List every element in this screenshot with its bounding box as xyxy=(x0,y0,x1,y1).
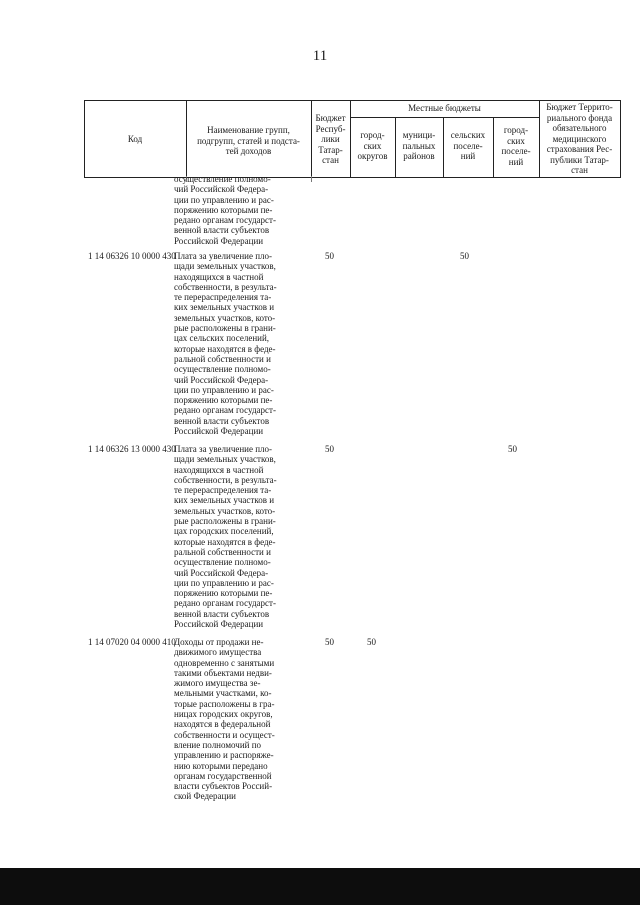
header-budget-rt: Бюджет Респуб- лики Татар- стан xyxy=(315,113,346,165)
row-value-rt: 50 xyxy=(325,251,334,261)
row-value-urban: 50 xyxy=(508,444,517,454)
local-budgets-divider xyxy=(350,117,539,118)
scan-edge-bar xyxy=(0,868,640,905)
column-rule xyxy=(311,176,312,182)
header-rural-settlements: сельских поселе- ний xyxy=(450,130,486,161)
row-code: 1 14 06326 10 0000 430 xyxy=(88,251,176,261)
header-divider xyxy=(620,101,621,177)
header-urban-settlements: город- ских поселе- ний xyxy=(501,125,531,167)
header-tfoms: Бюджет Террито- риального фонда обязательного медицинского страхования Рес- публики Татар- стан xyxy=(546,102,613,175)
table-header xyxy=(84,100,621,178)
header-city-districts: город- ских округов xyxy=(357,130,388,161)
row-name: осуществление полномо- чий Российской Федера- ции по управлению и рас- поряжению которыми пе- редано органам государст- венной власти субъектов Российской Федерации xyxy=(174,174,276,246)
row-code: 1 14 06326 13 0000 430 xyxy=(88,444,176,454)
header-municipal-districts: муници- пальных районов xyxy=(402,130,436,161)
header-code: Код xyxy=(127,134,143,144)
page-number: 11 xyxy=(312,48,328,64)
row-name: Плата за увеличение пло- щади земельных участков, находящихся в частной собственности, в результа- те перераспределения та- ких земельных участков и земельных участков, кото- рые расположены в грани- цах сельских поселений, которые находятся в феде- ральной собственности и осуществление полномо- чий Российской Федера- ции по управлению и рас- поряжению которыми пе- редано органам государст- венной власти субъектов Российской Федерации xyxy=(174,251,277,437)
row-code: 1 14 07020 04 0000 410 xyxy=(88,637,176,647)
header-local-budgets: Местные бюджеты xyxy=(408,103,481,113)
row-name: Плата за увеличение пло- щади земельных участков, находящихся в частной собственности, в результа- те перераспределения та- ких земельных участков и земельных участков, кото- рые расположены в грани- цах городских поселений, которые находятся в феде- ральной собственности и осуществление полномо- чий Российской Федера- ции по управлению и рас- поряжению которыми пе- редано органам государст- венной власти субъектов Российской Федерации xyxy=(174,444,277,630)
row-value-rural: 50 xyxy=(460,251,469,261)
row-value-rt: 50 xyxy=(325,444,334,454)
row-value-city: 50 xyxy=(367,637,376,647)
row-value-rt: 50 xyxy=(325,637,334,647)
row-name: Доходы от продажи не- движимого имущества одновременно с занятыми такими объектами недви- жимого имущества зе- мельными участками, ко- торые расположены в гра- ницах городских округов, находятся в федеральной собственности и осущест- вление полномочий по управлению и распоряже- нию которыми передано органам государственной власти субъектов Россий- ской Федерации xyxy=(174,637,275,802)
header-name: Наименование групп, подгрупп, статей и подста- тей доходов xyxy=(197,125,300,156)
revenue-table xyxy=(84,100,621,802)
